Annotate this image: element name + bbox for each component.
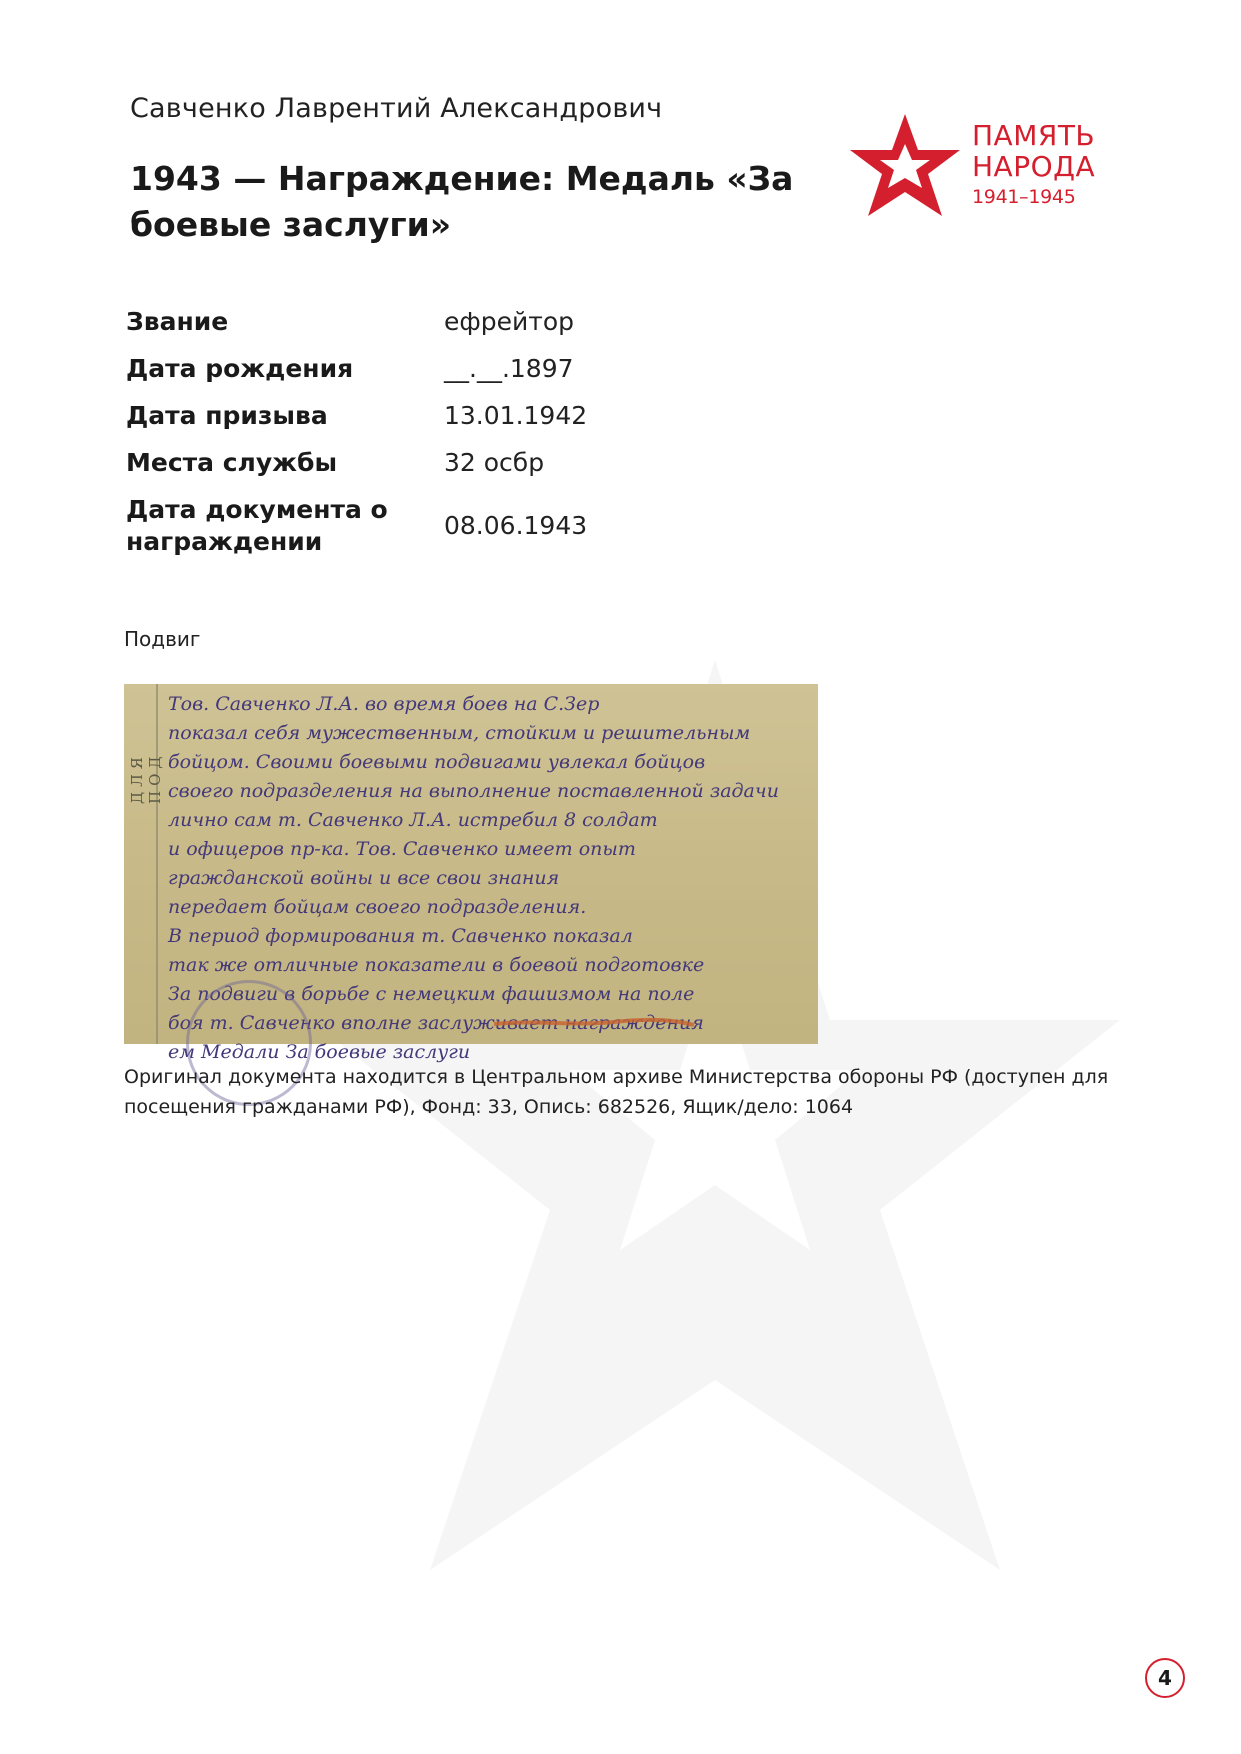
handwritten-line: и офицеров пр-ка. Тов. Савченко имеет опыт xyxy=(168,838,636,860)
field-value: 32 осбр xyxy=(444,447,545,477)
handwritten-line: так же отличные показатели в боевой подготовке xyxy=(168,954,705,976)
field-row-birth-date xyxy=(126,345,826,392)
handwritten-line: показал себя мужественным, стойким и решительным xyxy=(168,722,751,744)
logo-line-2: НАРОДА xyxy=(972,150,1096,183)
handwritten-line: гражданской войны и все свои знания xyxy=(168,867,560,889)
logo-years: 1941–1945 xyxy=(972,186,1076,208)
field-row-rank xyxy=(126,298,826,345)
handwritten-line: боя т. Савченко вполне заслуживает награждения xyxy=(168,1012,704,1034)
section-label-feat: Подвиг xyxy=(124,627,201,651)
logo-line-1: ПАМЯТЬ xyxy=(972,119,1096,152)
handwritten-line: ем Медали За боевые заслуги xyxy=(168,1041,471,1063)
pencil-mark-icon xyxy=(494,1016,694,1030)
handwritten-line: Тов. Савченко Л.А. во время боев на С.Зер xyxy=(168,693,600,715)
red-star-icon xyxy=(848,112,962,218)
field-value: ефрейтор xyxy=(444,306,574,336)
handwritten-line: своего подразделения на выполнение поставленной задачи xyxy=(168,780,779,802)
handwritten-line: передает бойцам своего подразделения. xyxy=(168,896,587,918)
field-row-award-document-date xyxy=(126,486,826,566)
handwritten-line: лично сам т. Савченко Л.А. истребил 8 солдат xyxy=(168,809,658,831)
field-label: Дата призыва xyxy=(126,400,328,430)
award-title: 1943 — Награждение: Медаль «За боевые заслуги» xyxy=(130,159,794,244)
logo-text xyxy=(972,120,1095,212)
handwritten-line: В период формирования т. Савченко показал xyxy=(168,925,633,947)
field-row-service-place xyxy=(126,439,826,486)
person-name: Савченко Лаврентий Александрович xyxy=(130,93,663,124)
field-value: 13.01.1942 xyxy=(444,400,588,430)
doc-margin-text: ДЛЯ ПОД xyxy=(128,751,164,804)
page-number: 4 xyxy=(1145,1658,1185,1698)
handwritten-line: За подвиги в борьбе с немецким фашизмом на поле xyxy=(168,983,695,1005)
field-row-draft-date xyxy=(126,392,826,439)
field-label: Звание xyxy=(126,306,229,336)
soldier-info-table xyxy=(126,298,826,566)
field-label: Дата документа о награждении xyxy=(126,495,388,556)
handwritten-line: бойцом. Своими боевыми подвигами увлекал бойцов xyxy=(168,751,706,773)
field-label: Дата рождения xyxy=(126,353,354,383)
field-value: 08.06.1943 xyxy=(444,511,588,540)
field-value: __.__.1897 xyxy=(444,353,574,383)
award-document-scan[interactable] xyxy=(124,684,818,1063)
source-note: Оригинал документа находится в Центральном архиве Министерства обороны РФ (доступен для посещения гражданами РФ), Фонд: 33, Опись: 682526, Ящик/дело: 1064 xyxy=(124,1066,1109,1118)
field-label: Места службы xyxy=(126,447,338,477)
pamyat-naroda-logo xyxy=(848,112,1128,222)
doc-margin-line xyxy=(156,684,158,1044)
